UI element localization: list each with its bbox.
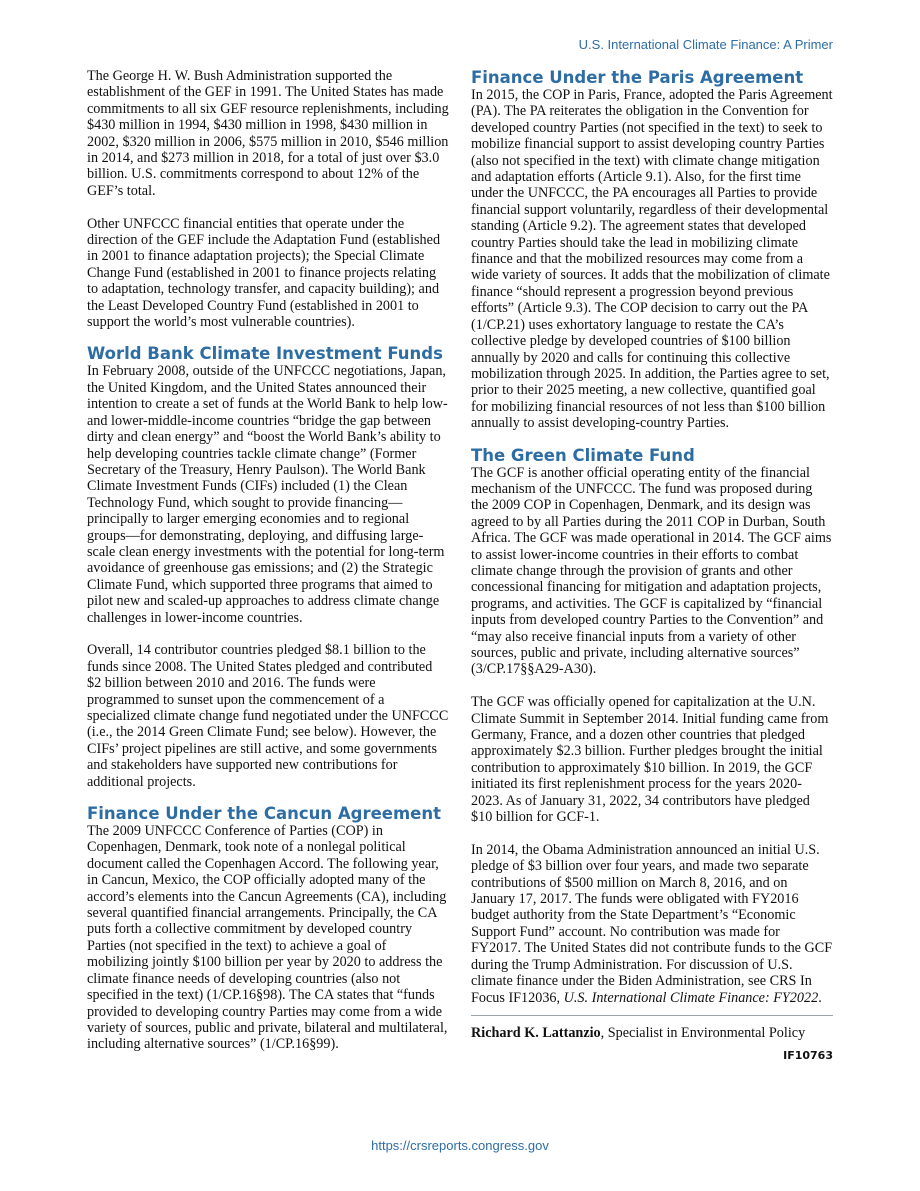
paragraph-cif-pledges: Overall, 14 contributor countries pledged $8.1 billion to the funds since 2008. The United States pledged and contributed $2 billion between 2010 and 2016. The funds were programmed to sunset upon the commencement of a specialized climate change fund negotiated under the UNFCCC (i.e., the 2014 Green Climate Fund; see below). However, the CIFs’ project pipelines are still active, and some governments and stakeholders have supported new contributions for additional projects. — [87, 642, 449, 790]
heading-paris-agreement: Finance Under the Paris Agreement — [471, 68, 804, 87]
us-gcf-text: In 2014, the Obama Administration announced an initial U.S. pledge of $3 billion over four years, and made two separate contributions of $500 million on March 8, 2016, and on January 17, 2017. The funds were obligated with FY2016 budget authority from the State Department’s “Economic Support Fund” account. No contribution was made for FY2017. The United States did not contribute funds to the GCF during the Trump Administration. For discussion of U.S. climate finance under the Biden Administration, see CRS In Focus IF12036, — [471, 841, 833, 1006]
paragraph-gcf-overview: The GCF is another official operating entity of the financial mechanism of the UNFCCC. The fund was proposed during the 2009 COP in Copenhagen, Denmark, and its design was agreed to by all Parties during the 2011 COP in Durban, South Africa. The GCF was made operational in 2014. The GCF aims to assist lower-income countries in their efforts to combat climate change through the provision of grants and other concessional financing for mitigation and adaptation projects, programs, and activities. The GCF is capitalized by “financial inputs from developed country Parties to the Convention” and “may also receive financial inputs from a variety of other sources, public and private, including alternative sources” (3/CP.17§§A29-A30). — [471, 464, 832, 678]
heading-green-climate-fund: The Green Climate Fund — [471, 445, 695, 465]
footer-url-link[interactable]: https://crsreports.congress.gov — [371, 1138, 549, 1153]
running-header-title: U.S. International Climate Finance: A Primer — [578, 37, 833, 52]
paragraph-gef-commitments: The George H. W. Bush Administration supported the establishment of the GEF in 1991. The United States has made commitments to all six GEF resource replenishments, including $430 million in 1994, $430 million in 1998, $430 million in 2002, $320 million in 2006, $575 million in 2010, $546 million in 2014, and $273 million in 2018, for a total of just over $3.0 billion. U.S. commitments correspond to about 12% of the GEF’s total. — [87, 68, 449, 199]
paragraph-paris: In 2015, the COP in Paris, France, adopted the Paris Agreement (PA). The PA reiterates the obligation in the Convention for developed country Parties (not specified in the text) to seek to mobilize financial support to assist developing country Parties (also not specified in the text) with climate change mitigation and adaptation efforts (Article 9.1). Also, for the first time under the UNFCCC, the PA encourages all Parties to provide financial support voluntarily, regardless of their developmental standing (Article 9.2). The agreement states that developed country Parties should take the lead in mobilizing climate finance and that the mobilized resources may come from a wide variety of sources. It adds that the mobilization of climate finance “should represent a progression beyond previous efforts” (Article 9.3). The COP decision to carry out the PA (1/CP.21) uses exhortatory language to restate the CA’s collective pledge by developed countries of $100 billion annually by 2020 and calls for continuing this collective mobilization through 2025. In addition, the Parties agree to set, prior to their 2025 meeting, a new collective, quantified goal for mobilizing financial resources of not less than $100 billion annually to assist developing-country Parties. — [471, 87, 833, 432]
paragraph-us-gcf-contributions — [471, 842, 833, 1006]
document-number: IF10763 — [783, 1049, 833, 1063]
report-reference-link[interactable]: U.S. International Climate Finance: FY2022 — [563, 989, 819, 1006]
author-title: , Specialist in Environmental Policy — [600, 1024, 806, 1041]
author-name: Richard K. Lattanzio — [471, 1024, 601, 1041]
paragraph-cancun: The 2009 UNFCCC Conference of Parties (COP) in Copenhagen, Denmark, took note of a nonlegal political document called the Copenhagen Accord. The following year, in Cancun, Mexico, the COP officially adopted many of the accord’s elements into the Cancun Agreements (CA), including several quantified financial arrangements. Principally, the CA puts forth a collective commitment by developed country Parties (not specified in the text) to achieve a goal of mobilizing jointly $100 billion per year by 2020 to address the climate finance needs of developing countries (also not specified in the text) (1/CP.16§98). The CA states that “funds provided to developing country Parties may come from a wide variety of sources, public and private, bilateral and multilateral, including alternative sources” (1/CP.16§99). — [87, 823, 448, 1053]
heading-world-bank-cif: World Bank Climate Investment Funds — [87, 344, 443, 364]
paragraph-gef-entities: Other UNFCCC financial entities that operate under the direction of the GEF include the Adaptation Fund (established in 2001 to finance adaptation projects); the Special Climate Change Fund (established in 2001 to finance projects relating to adaptation, technology transfer, and capacity building); and the Least Developed Country Fund (established in 2001 to support the world’s most vulnerable countries). — [87, 215, 441, 331]
paragraph-cif-origin: In February 2008, outside of the UNFCCC negotiations, Japan, the United Kingdom, and the United States announced their intention to create a set of funds at the World Bank to help low- and lower-middle-income countries “bridge the gap between dirty and clean energy” and “boost the World Bank’s ability to help developing countries tackle climate change” (Former Secretary of the Treasury, Henry Paulson). The World Bank Climate Investment Funds (CIFs) included (1) the Clean Technology Fund, which sought to provide financing—principally to larger emerging economies and to regional groups—for demonstrating, deploying, and diffusing large-scale clean energy investments with the potential for long-term avoidance of greenhouse gas emissions; and (2) the Strategic Climate Fund, which supported three programs that aimed to pilot new and scaled-up approaches to address climate change challenges in lower-income countries. — [87, 363, 448, 626]
sentence-end: . — [818, 989, 822, 1006]
right-column — [471, 68, 833, 1065]
left-column — [87, 68, 449, 1053]
paragraph-gcf-capitalization: The GCF was officially opened for capitalization at the U.N. Climate Summit in September 2014. Initial funding came from Germany, France, and a dozen other countries that pledged approximately $2.3 billion. Further pledges brought the initial contribution to approximately $10 billion. In 2019, the GCF initiated its first replenishment process for the years 2020-2023. As of January 31, 2022, 34 contributors have pledged $10 billion for GCF-1. — [471, 694, 829, 826]
heading-cancun-agreement: Finance Under the Cancun Agreement — [87, 804, 441, 824]
author-byline — [471, 1015, 833, 1041]
